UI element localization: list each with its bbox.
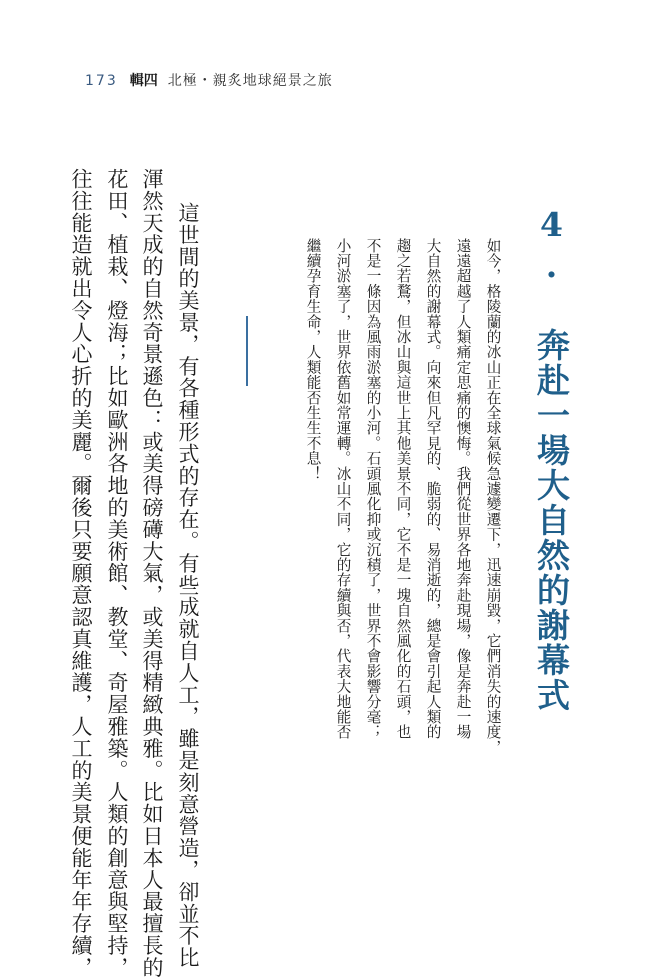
intro-column: 如今，格陵蘭的冰山正在全球氣候急遽變遷下，迅速崩毀，它們消失的速度， xyxy=(484,238,502,755)
body-column: 這世間的美景，有各種形式的存在。有些成就自人工，雖是刻意營造，卻並不比 xyxy=(176,202,200,969)
intro-column: 繼續孕育生命，人類能否生生不息！ xyxy=(304,238,322,482)
article-title: 4. 奔赴一場大自然的謝幕式 xyxy=(532,205,571,713)
divider-line xyxy=(246,316,248,386)
running-header xyxy=(85,70,333,90)
intro-column: 趨之若鶩，但冰山與這世上其他美景不同，它不是一塊自然風化的石頭，也 xyxy=(394,238,412,740)
intro-column: 不是一條因為風雨淤塞的小河。石頭風化抑或沉積了，世界不會影響分毫； xyxy=(364,238,382,740)
body-column: 花田、植栽、燈海；比如歐洲各地的美術館、教堂、奇屋雅築。人類的創意與堅持， xyxy=(105,168,129,978)
intro-column: 大自然的謝幕式。向來但凡罕見的、脆弱的、易消逝的，總是會引起人類的 xyxy=(424,238,442,740)
section-label: 輯四 xyxy=(129,73,158,89)
page-number: 173 xyxy=(85,73,118,89)
body-column: 渾然天成的自然奇景遜色：或美得磅礡大氣，或美得精緻典雅。比如日本人最擅長的 xyxy=(140,168,164,978)
chapter-title: 北極・親炙地球絕景之旅 xyxy=(167,73,333,89)
intro-column: 遠遠超越了人類痛定思痛的懊悔。我們從世界各地奔赴現場，像是奔赴一場 xyxy=(454,238,472,740)
body-column: 往往能造就出令人心折的美麗。爾後只要願意認真維護，人工的美景便能年年存續， xyxy=(69,168,93,978)
intro-column: 小河淤塞了，世界依舊如常運轉。冰山不同，它的存續與否，代表大地能否 xyxy=(334,238,352,740)
